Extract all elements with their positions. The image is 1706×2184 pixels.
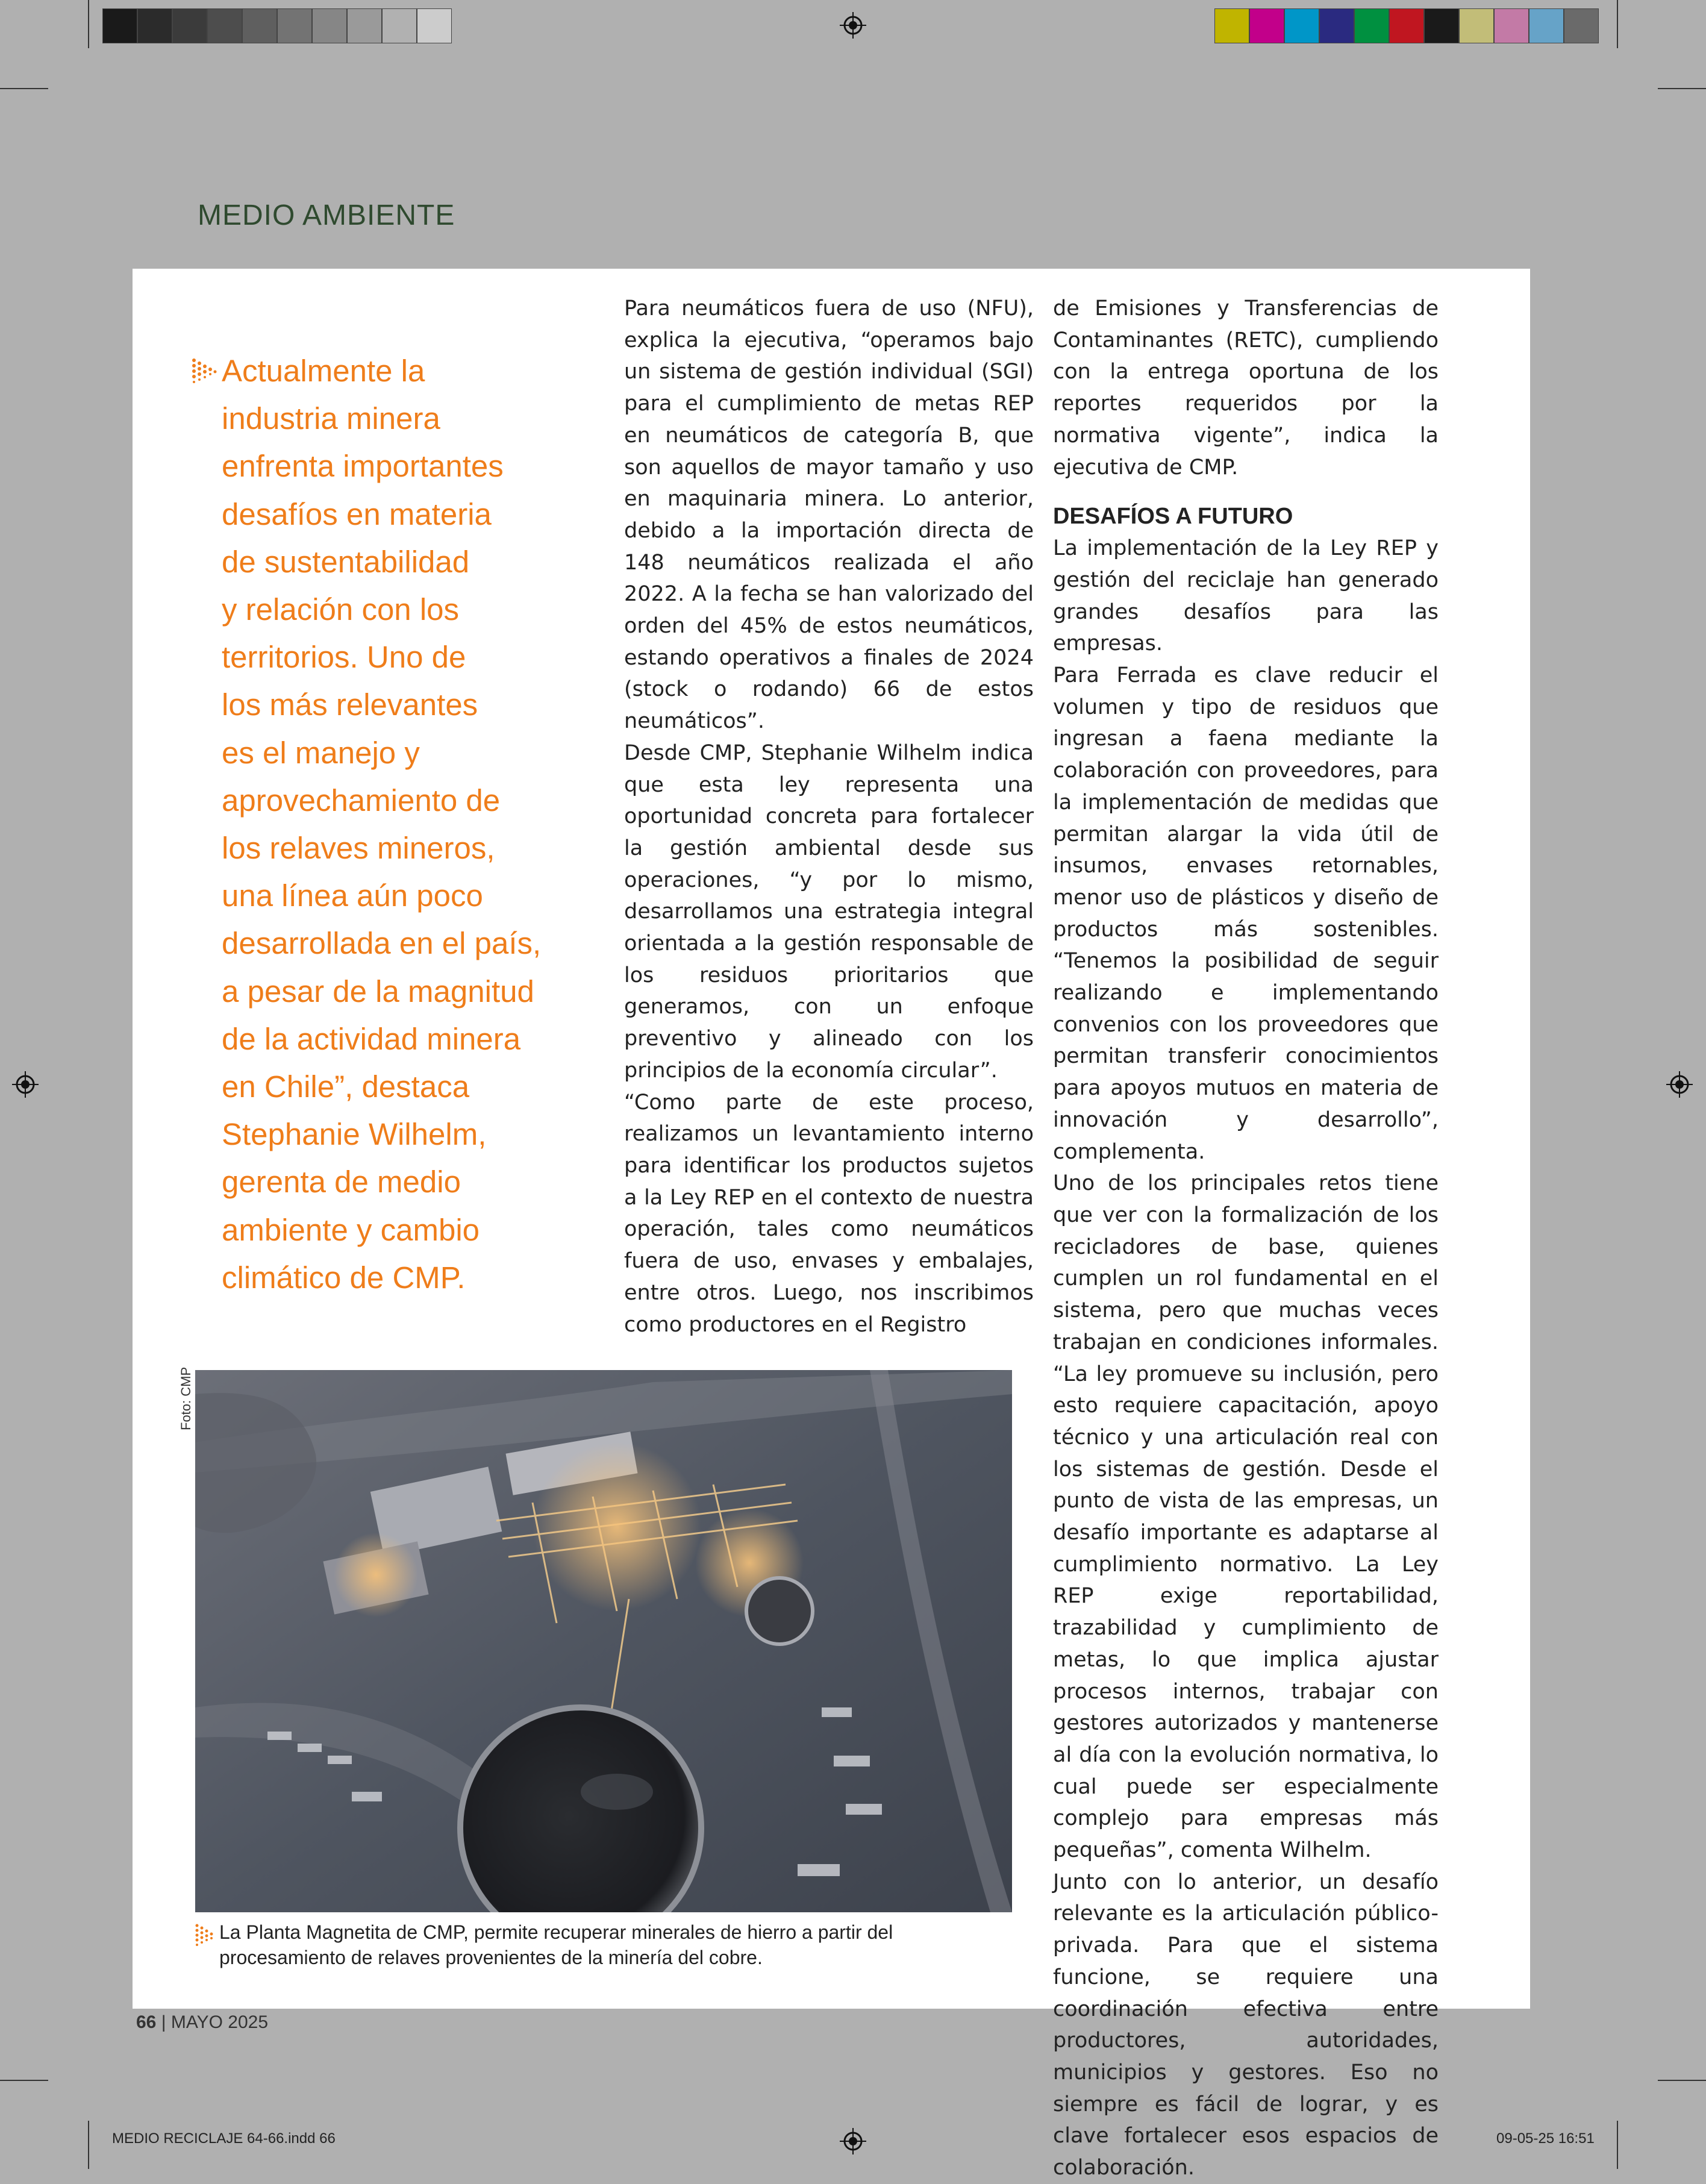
pull-quote-line: los más relevantes [222,687,478,722]
color-swatch [207,8,242,43]
issue-date: MAYO 2025 [170,2012,269,2032]
photo-caption: La Planta Magnetita de CMP, permite recuperar minerales de hierro a partir del procesamiento de relaves provenientes de la minería del cobre. [219,1921,893,1968]
color-swatch [1424,8,1459,43]
color-swatch [1319,8,1354,43]
pull-quote-line: de la actividad minera [222,1021,521,1056]
color-swatch [1249,8,1284,43]
body-paragraph: Junto con lo anterior, un desafío relevante es la articulación público-privada. Para que el sistema funcione, se requiere una coordinación efectiva entre productores, autoridades, municipios y gestores. Eso no siempre es fácil de lograr, y es clave fortalecer esos espacios de colaboración. [1053,1870,1439,2180]
pull-quote-line: industria minera [222,401,440,436]
dots-arrow-icon [192,358,217,383]
article-column-right [1053,293,1439,2184]
crop-mark [1617,2121,1618,2169]
pull-quote-line: Stephanie Wilhelm, [222,1117,487,1152]
color-swatch [1284,8,1319,43]
pull-quote-line: climático de CMP. [222,1260,466,1295]
color-swatch [1564,8,1599,43]
photo-credit: Foto: CMP [178,1366,193,1430]
body-paragraph: Desde CMP, Stephanie Wilhelm indica que esta ley representa una oportunidad concreta para fortalecer la gestión ambiental desde sus operaciones, “y por lo mismo, desarrollamos una estrategia integral orientada a la gestión responsable de los residuos prioritarios que generamos, con un enfoque preventivo y alineado con los principios de la economía circular”. [624,740,1034,1083]
crop-mark [1658,88,1706,89]
slug-datetime: 09-05-25 16:51 [1496,2130,1595,2147]
pull-quote-line: aprovechamiento de [222,783,501,818]
section-heading: DESAFÍOS A FUTURO [1053,504,1293,530]
pull-quote-line: gerenta de medio [222,1165,461,1200]
pull-quote-line: una línea aún poco [222,878,483,913]
color-swatch [417,8,452,43]
page-number: 66 [136,2012,157,2032]
body-paragraph: Uno de los principales retos tiene que ver con la formalización de los recicladores de base, quienes cumplen un rol fundamental en el sistema, pero que muchas veces trabajan en condiciones informales. “La ley promueve su inclusión, pero esto requiere capacitación, apoyo técnico y una articulación real con los sistemas de gestión. Desde el punto de vista de las empresas, un desafío importante es adaptarse al cumplimiento normativo. La Ley REP exige reportabilidad, trazabilidad y cumplimiento de metas, lo que implica ajustar procesos internos, trabajar con gestores autorizados y mantenerse al día con la evolución normativa, lo cual puede ser especialmente complejo para empresas más pequeñas”, comenta Wilhelm. [1053,1171,1439,1863]
color-swatch [137,8,172,43]
pull-quote-line: Actualmente la [222,354,425,388]
pull-quote-line: a pesar de la magnitud [222,974,534,1009]
crop-mark [1658,2080,1706,2081]
crop-mark [88,2121,89,2169]
color-swatch [1494,8,1529,43]
crop-mark [0,2080,48,2081]
page-folio: 66 | MAYO 2025 [136,2012,269,2032]
pull-quote [222,347,583,1301]
dots-arrow-icon [195,1923,216,1947]
crop-mark [0,88,48,89]
color-swatch [1354,8,1389,43]
body-paragraph: La implementación de la Ley REP y gestión del reciclaje han generado grandes desafíos para las empresas. [1053,536,1439,656]
color-swatch [242,8,277,43]
slug-filename: MEDIO RECICLAJE 64-66.indd 66 [112,2130,336,2147]
article-column-middle [624,293,1034,1341]
registration-mark-icon [840,12,866,39]
pull-quote-line: y relación con los [222,592,460,627]
pull-quote-line: desafíos en materia [222,496,492,531]
pull-quote-line: en Chile”, destaca [222,1069,470,1104]
color-swatch [1214,8,1249,43]
pull-quote-line: territorios. Uno de [222,640,466,675]
body-paragraph: Para neumáticos fuera de uso (NFU), explica la ejecutiva, “operamos bajo un sistema de gestión individual (SGI) para el cumplimiento de metas REP en neumáticos de categoría B, que son aquellos de mayor tamaño y uso en maquinaria minera. Lo anterior, debido a la importación directa de 148 neumáticos realizada el año 2022. A la fecha se han valorizado del orden del 45% de estos neumáticos, estando operativos a finales de 2024 (stock o rodando) 66 de estos neumáticos”. [624,296,1034,734]
body-paragraph: de Emisiones y Transferencias de Contaminantes (RETC), cumpliendo con la entrega oportuna de los reportes requeridos por la normativa vigente”, indica la ejecutiva de CMP. [1053,296,1439,480]
color-swatch [102,8,137,43]
registration-mark-icon [840,2128,866,2154]
pull-quote-line: los relaves mineros, [222,831,495,866]
section-title: MEDIO AMBIENTE [198,199,455,231]
pull-quote-line: de sustentabilidad [222,544,470,579]
pull-quote-line: enfrenta importantes [222,449,504,484]
color-swatch [172,8,207,43]
color-swatch [347,8,382,43]
color-swatch [1529,8,1564,43]
pull-quote-line: es el manejo y [222,735,420,770]
registration-mark-icon [12,1071,39,1098]
crop-mark [1617,0,1618,48]
color-swatch [312,8,347,43]
color-swatch [382,8,417,43]
registration-mark-icon [1666,1071,1693,1098]
color-swatch [1459,8,1494,43]
color-swatch-strip [1214,8,1599,45]
pull-quote-line: ambiente y cambio [222,1212,480,1247]
pull-quote-line: desarrollada en el país, [222,926,542,961]
crop-mark [88,0,89,48]
color-swatch [277,8,312,43]
body-paragraph: Para Ferrada es clave reducir el volumen y tipo de residuos que ingresan a faena mediante la colaboración con proveedores, para la implementación de medidas que permitan alargar la vida útil de insumos, envases retornables, menor uso de plásticos y diseño de productos más sostenibles. “Tenemos la posibilidad de seguir realizando e implementando convenios con los proveedores que permitan transferir conocimientos para apoyos mutuos en materia de innovación y desarrollo”, complementa. [1053,663,1439,1164]
body-paragraph: “Como parte de este proceso, realizamos un levantamiento interno para identificar los productos sujetos a la Ley REP en el contexto de nuestra operación, tales como neumáticos fuera de uso, envases y embalajes, entre otros. Luego, nos inscribimos como productores en el Registro [624,1090,1034,1337]
aerial-plant-photo [195,1370,1012,1912]
gray-swatch-strip [102,8,452,45]
color-swatch [1389,8,1424,43]
